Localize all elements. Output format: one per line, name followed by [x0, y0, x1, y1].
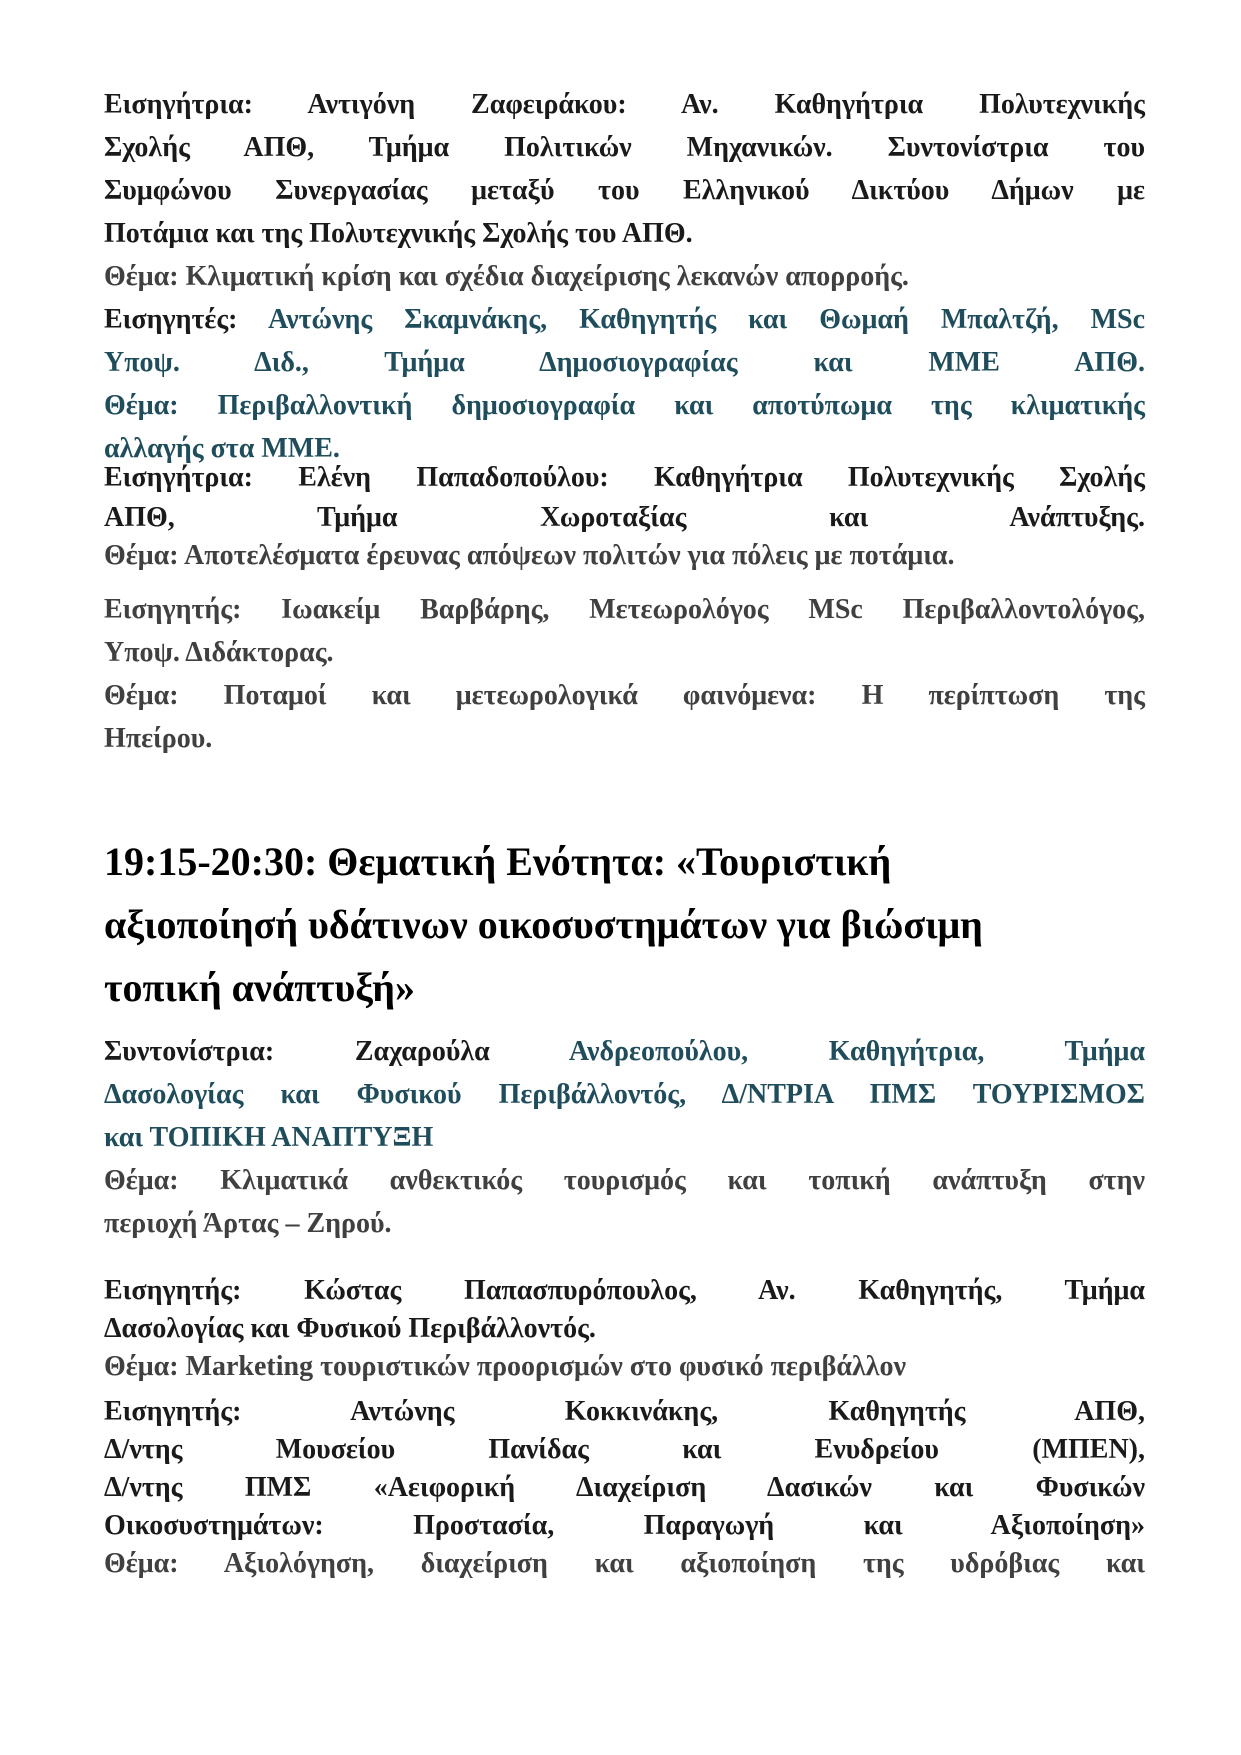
speaker-label: Συντονίστρια: Ζαχαρούλα — [104, 1036, 569, 1067]
speaker-name: Αντώνης Σκαμνάκης, Καθηγητής και Θωμαή Μπαλτζή, MSc — [267, 304, 1145, 335]
topic-line: αλλαγής στα ΜΜΕ. — [104, 433, 340, 464]
speaker-line: Σχολής ΑΠΘ, Τμήμα Πολιτικών Μηχανικών. Συντονίστρια του — [104, 132, 1145, 163]
topic-line: Θέμα: Αποτελέσματα έρευνας απόψεων πολιτών για πόλεις με ποτάμια. — [104, 540, 955, 571]
speaker-line: και ΤΟΠΙΚΗ ΑΝΑΠΤΥΞΗ — [104, 1122, 434, 1153]
speaker-line: Δασολογίας και Φυσικού Περιβάλλοντός. — [104, 1313, 596, 1344]
topic-line: Θέμα: Κλιματικά ανθεκτικός τουρισμός και τοπική ανάπτυξη στην — [104, 1165, 1145, 1196]
topic-line: Θέμα: Αξιολόγηση, διαχείριση και αξιοποίηση της υδρόβιας και — [104, 1548, 1145, 1579]
speaker-line: Υποψ. Διδάκτορας. — [104, 637, 334, 668]
speaker-entry-papaspyropoulos — [104, 1272, 1145, 1386]
heading-line: τοπική ανάπτυξή» — [104, 965, 415, 1010]
speaker-name: Ανδρεοπούλου, Καθηγήτρια, Τμήμα — [568, 1036, 1145, 1067]
speaker-line: Ποτάμια και της Πολυτεχνικής Σχολής του ΑΠΘ. — [104, 218, 693, 249]
speaker-line: Οικοσυστημάτων: Προστασία, Παραγωγή και Αξιοποίηση» — [104, 1510, 1145, 1541]
speaker-entry-zafeirakou — [104, 83, 1145, 298]
speaker-entry-varvaris — [104, 588, 1145, 760]
speaker-line: ΑΠΘ, Τμήμα Χωροταξίας και Ανάπτυξης. — [104, 502, 1145, 533]
speaker-line: Συμφώνου Συνεργασίας μεταξύ του Ελληνικού Δικτύου Δήμων με — [104, 175, 1145, 206]
speaker-label: Εισηγητές: — [104, 304, 268, 335]
speaker-line: Εισηγήτρια: Αντιγόνη Ζαφειράκου: Αν. Καθηγήτρια Πολυτεχνικής — [104, 89, 1145, 120]
speaker-line: Εισηγητής: Αντώνης Κοκκινάκης, Καθηγητής ΑΠΘ, — [104, 1396, 1145, 1427]
topic-line: Θέμα: Περιβαλλοντική δημοσιογραφία και αποτύπωμα της κλιματικής — [104, 390, 1145, 421]
speaker-line: Δασολογίας και Φυσικού Περιβάλλοντός, Δ/ΝΤΡΙΑ ΠΜΣ ΤΟΥΡΙΣΜΟΣ — [104, 1079, 1145, 1110]
speaker-line — [104, 1030, 1145, 1073]
topic-line: Ηπείρου. — [104, 723, 213, 754]
speaker-line: Εισηγητής: Ιωακείμ Βαρβάρης, Μετεωρολόγος MSc Περιβαλλοντολόγος, — [104, 594, 1145, 625]
topic-line: Θέμα: Κλιματική κρίση και σχέδια διαχείρισης λεκανών απορροής. — [104, 261, 909, 292]
topic-line: περιοχή Άρτας – Ζηρού. — [104, 1208, 392, 1239]
coordinator-entry-andreopoulou — [104, 1030, 1145, 1245]
topic-line: Θέμα: Marketing τουριστικών προορισμών στο φυσικό περιβάλλον — [104, 1351, 906, 1382]
speaker-line: Δ/ντης ΠΜΣ «Αειφορική Διαχείριση Δασικών και Φυσικών — [104, 1472, 1145, 1503]
speaker-line: Υποψ. Διδ., Τμήμα Δημοσιογραφίας και ΜΜΕ ΑΠΘ. — [104, 347, 1145, 378]
speaker-line: Δ/ντης Μουσείου Πανίδας και Ενυδρείου (ΜΠΕΝ), — [104, 1434, 1145, 1465]
section-heading — [104, 830, 1145, 1019]
speaker-line: Εισηγητής: Κώστας Παπασπυρόπουλος, Αν. Καθηγητής, Τμήμα — [104, 1275, 1145, 1306]
speaker-entry-kokkinakis — [104, 1393, 1145, 1583]
speaker-entry-papadopoulou — [104, 456, 1145, 575]
speaker-line — [104, 298, 1145, 341]
topic-line: Θέμα: Ποταμοί και μετεωρολογικά φαινόμενα: Η περίπτωση της — [104, 680, 1145, 711]
speaker-entry-skamnakis — [104, 298, 1145, 470]
heading-line: αξιοποίησή υδάτινων οικοσυστημάτων για βιώσιμη — [104, 902, 983, 947]
heading-line: 19:15-20:30: Θεματική Ενότητα: «Τουριστική — [104, 839, 892, 884]
speaker-line: Εισηγήτρια: Ελένη Παπαδοπούλου: Καθηγήτρια Πολυτεχνικής Σχολής — [104, 462, 1145, 493]
